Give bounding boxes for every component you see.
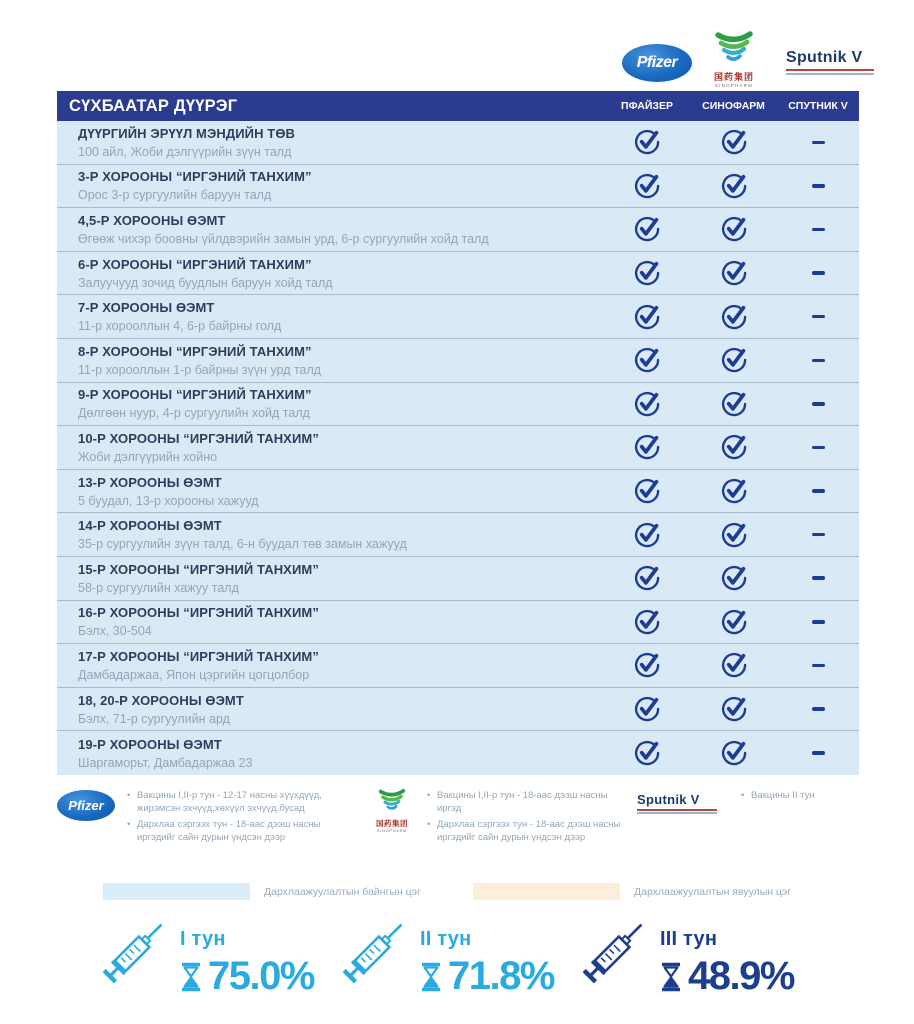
sinopharm-leaf-icon <box>378 788 406 812</box>
vaccine-cell <box>604 295 690 338</box>
check-icon <box>633 390 661 418</box>
check-icon <box>633 739 661 767</box>
sinopharm-logo-small <box>369 788 415 833</box>
check-icon <box>720 564 748 592</box>
pfizer-logo-text: Pfizer <box>68 798 104 813</box>
check-icon <box>720 390 748 418</box>
vaccine-cell <box>777 470 859 513</box>
column-header-sinopharm: СИНОФАРМ <box>702 100 765 112</box>
sinopharm-cn-text: 国药集团 <box>376 819 408 828</box>
sputnik-legend-list <box>741 789 851 804</box>
point-type-legend <box>0 883 914 903</box>
center-name: 13-Р ХОРООНЫ ӨЭМТ <box>78 474 222 490</box>
vaccine-cell <box>690 252 777 295</box>
pfizer-logo-text: Pfizer <box>636 54 678 71</box>
center-name: 7-Р ХОРООНЫ ӨЭМТ <box>78 300 215 316</box>
center-address: Шаргаморьт, Дамбадаржаа 23 <box>78 755 253 770</box>
center-name: 17-Р ХОРООНЫ “ИРГЭНИЙ ТАНХИМ” <box>78 648 319 664</box>
check-icon <box>633 172 661 200</box>
vaccine-info-legend <box>57 786 859 847</box>
center-name: 15-Р ХОРООНЫ “ИРГЭНИЙ ТАНХИМ” <box>78 561 319 577</box>
vaccine-cell <box>777 252 859 295</box>
vaccine-cell <box>690 165 777 208</box>
vaccine-cell <box>604 252 690 295</box>
check-icon <box>720 695 748 723</box>
vaccine-cell <box>690 383 777 426</box>
dose-1-label: I тун <box>180 928 226 950</box>
vaccine-cell <box>604 731 690 775</box>
vaccine-cell <box>690 513 777 556</box>
sinopharm-cn-text: 国药集团 <box>713 72 754 82</box>
legend-bullet: • Вакцины I,II-р тун - 12-17 насны хүүхдүүд, жирэмсэн эхчүүд,хөхүүл эхчүүд,бусад <box>127 789 352 816</box>
syringe-icon <box>96 908 176 992</box>
table-row <box>57 644 859 688</box>
table-row <box>57 383 859 427</box>
vaccine-cell <box>604 426 690 469</box>
sputnik-logo-small <box>637 792 729 814</box>
check-icon <box>633 564 661 592</box>
center-name: ДҮҮРГИЙН ЭРҮҮЛ МЭНДИЙН ТӨВ <box>78 125 296 141</box>
vaccine-cell <box>777 644 859 687</box>
check-icon <box>720 608 748 636</box>
center-address: Бэлх, 71-р сургуулийн ард <box>78 711 230 726</box>
vaccine-cell <box>777 208 859 251</box>
center-address: 11-р хорооллын 1-р байрны зүүн урд талд <box>78 362 322 377</box>
vaccine-cell <box>604 339 690 382</box>
vaccine-cell <box>690 339 777 382</box>
sputnik-logo-text: Sputnik V <box>786 49 863 66</box>
vaccine-cell <box>604 688 690 731</box>
legend-item-permanent <box>103 883 421 900</box>
center-name: 16-Р ХОРООНЫ “ИРГЭНИЙ ТАНХИМ” <box>78 605 319 621</box>
sinopharm-leaf-icon <box>714 30 754 64</box>
dose-3-group <box>576 908 794 999</box>
check-icon <box>633 651 661 679</box>
dose-3-label: III тун <box>660 928 718 950</box>
center-address: Орос 3-р сургуулийн баруун талд <box>78 188 272 203</box>
center-address: 58-р сургуулийн хажуу талд <box>78 580 239 595</box>
vaccine-cell <box>777 426 859 469</box>
center-address: Бэлх, 30-504 <box>78 624 152 639</box>
vaccine-cell <box>777 339 859 382</box>
dash-icon <box>812 620 825 624</box>
vaccine-cell <box>777 383 859 426</box>
sputnik-tagline-blue <box>786 73 874 75</box>
check-icon <box>633 128 661 156</box>
center-address: Залуучууд зочид буудлын баруун хойд талд <box>78 275 333 290</box>
vaccine-cell <box>604 121 690 164</box>
check-icon <box>633 695 661 723</box>
check-icon <box>720 259 748 287</box>
dash-icon <box>812 402 825 406</box>
table-header <box>57 91 859 121</box>
vaccine-cell <box>604 601 690 644</box>
sinopharm-logo <box>706 30 762 88</box>
dash-icon <box>812 664 825 668</box>
sputnik-tagline-red <box>786 69 874 71</box>
table-row <box>57 557 859 601</box>
check-icon <box>633 259 661 287</box>
dash-icon <box>812 533 825 537</box>
vaccine-logos-row <box>0 0 914 90</box>
check-icon <box>633 521 661 549</box>
table-row <box>57 731 859 775</box>
vaccine-cell <box>690 426 777 469</box>
vaccine-cell <box>604 644 690 687</box>
vaccine-cell <box>690 295 777 338</box>
permanent-point-label: Дархлаажуулалтын байнгын цэг <box>264 885 421 898</box>
vaccine-cell <box>604 557 690 600</box>
center-address: Өгөөж чихэр боовны үйлдвэрийн замын урд, 6-р сургуулийн хойд талд <box>78 231 489 246</box>
sinopharm-en-text: SINOPHARM <box>376 829 408 833</box>
vaccine-cell <box>604 165 690 208</box>
center-name: 18, 20-Р ХОРООНЫ ӨЭМТ <box>78 692 244 708</box>
table-row <box>57 121 859 165</box>
permanent-point-swatch <box>103 883 250 900</box>
vaccine-cell <box>690 208 777 251</box>
check-icon <box>720 739 748 767</box>
pfizer-legend <box>57 786 369 847</box>
table-row <box>57 601 859 645</box>
center-address: 5 буудал, 13-р хорооны хажууд <box>78 493 259 508</box>
vaccine-cell <box>777 165 859 208</box>
check-icon <box>720 521 748 549</box>
legend-item-mobile <box>473 883 791 900</box>
dash-icon <box>812 707 825 711</box>
check-icon <box>720 477 748 505</box>
dash-icon <box>812 489 825 493</box>
dose-coverage-stats <box>96 908 794 999</box>
dash-icon <box>812 141 825 145</box>
table-row <box>57 165 859 209</box>
table-row <box>57 208 859 252</box>
table-row <box>57 513 859 557</box>
hourglass-icon <box>420 962 442 992</box>
mobile-point-swatch <box>473 883 620 900</box>
center-name: 14-Р ХОРООНЫ ӨЭМТ <box>78 518 222 534</box>
vaccine-cell <box>777 513 859 556</box>
hourglass-icon <box>660 962 682 992</box>
center-address: Дамбадаржаа, Япон цэргийн цогцолбор <box>78 667 310 682</box>
dash-icon <box>812 315 825 319</box>
dash-icon <box>812 751 825 755</box>
vaccine-cell <box>604 383 690 426</box>
sputnik-tagline-red <box>637 809 717 811</box>
pfizer-logo <box>622 44 692 82</box>
dash-icon <box>812 184 825 188</box>
vaccine-cell <box>604 513 690 556</box>
center-address: Дөлгөөн нуур, 4-р сургуулийн хойд талд <box>78 406 310 421</box>
center-address: Жоби дэлгүүрийн хойно <box>78 449 218 464</box>
check-icon <box>720 128 748 156</box>
vaccine-cell <box>777 731 859 775</box>
center-address: 35-р сургуулийн зүүн талд, 6-н буудал төв замын хажууд <box>78 537 407 552</box>
vaccine-cell <box>690 644 777 687</box>
check-icon <box>633 346 661 374</box>
vaccine-cell <box>690 688 777 731</box>
dash-icon <box>812 446 825 450</box>
center-name: 4,5-Р ХОРООНЫ ӨЭМТ <box>78 212 226 228</box>
center-name: 9-Р ХОРООНЫ “ИРГЭНИЙ ТАНХИМ” <box>78 387 312 403</box>
syringe-icon <box>576 908 656 992</box>
check-icon <box>633 433 661 461</box>
sinopharm-legend-list <box>427 789 632 847</box>
legend-bullet: • Вакцины I,II-р тун - 18-аас дээш насны иргэд <box>427 789 632 816</box>
vaccine-cell <box>777 688 859 731</box>
sinopharm-legend <box>369 786 637 847</box>
check-icon <box>720 651 748 679</box>
mobile-point-label: Дархлаажуулалтын явуулын цэг <box>634 885 792 898</box>
dose-2-group <box>336 908 554 999</box>
table-row <box>57 295 859 339</box>
dash-icon <box>812 359 825 363</box>
legend-bullet: • Вакцины II тун <box>741 789 851 802</box>
table-row <box>57 470 859 514</box>
table-body <box>57 121 859 775</box>
dose-1-group <box>96 908 314 999</box>
check-icon <box>633 303 661 331</box>
check-icon <box>633 215 661 243</box>
center-address: 100 айл, Жоби дэлгүүрийн зүүн талд <box>78 144 292 159</box>
center-name: 8-Р ХОРООНЫ “ИРГЭНИЙ ТАНХИМ” <box>78 343 312 359</box>
vaccine-cell <box>690 731 777 775</box>
dose-1-percentage: 75.0% <box>208 954 314 998</box>
syringe-icon <box>336 908 416 992</box>
vaccine-cell <box>777 295 859 338</box>
vaccine-cell <box>690 121 777 164</box>
dose-2-percentage: 71.8% <box>448 954 554 998</box>
vaccination-centers-table <box>57 91 859 775</box>
sputnik-tagline-blue <box>637 812 717 814</box>
sputnik-logo <box>786 49 882 75</box>
center-address: 11-р хорооллын 4, 6-р байрны голд <box>78 319 282 334</box>
check-icon <box>720 346 748 374</box>
pfizer-legend-list <box>127 789 352 847</box>
sinopharm-en-text: SINOPHARM <box>714 83 754 88</box>
check-icon <box>633 608 661 636</box>
center-name: 19-Р ХОРООНЫ ӨЭМТ <box>78 736 222 752</box>
vaccine-cell <box>777 601 859 644</box>
dose-3-percentage: 48.9% <box>688 954 794 998</box>
vaccine-cell <box>604 470 690 513</box>
check-icon <box>720 172 748 200</box>
table-row <box>57 339 859 383</box>
check-icon <box>720 303 748 331</box>
pfizer-logo-small <box>57 790 115 821</box>
check-icon <box>633 477 661 505</box>
vaccine-cell <box>690 470 777 513</box>
dose-2-label: II тун <box>420 928 472 950</box>
legend-bullet: • Дархлаа сэргээх тун - 18-аас дээш насны иргэдийг сайн дурын үндсэн дээр <box>427 818 632 845</box>
dash-icon <box>812 576 825 580</box>
sputnik-legend <box>637 786 859 847</box>
hourglass-icon <box>180 962 202 992</box>
legend-bullet: • Дархлаа сэргээх тун - 18-аас дээш насны иргэдийг сайн дурын үндсэн дээр <box>127 818 352 845</box>
dash-icon <box>812 228 825 232</box>
column-header-sputnik: СПУТНИК V <box>788 100 848 112</box>
check-icon <box>720 215 748 243</box>
center-name: 3-Р ХОРООНЫ “ИРГЭНИЙ ТАНХИМ” <box>78 169 312 185</box>
vaccine-cell <box>690 557 777 600</box>
center-name: 10-Р ХОРООНЫ “ИРГЭНИЙ ТАНХИМ” <box>78 430 319 446</box>
dash-icon <box>812 271 825 275</box>
column-header-pfizer: ПФАЙЗЕР <box>621 100 673 112</box>
table-row <box>57 426 859 470</box>
district-title: СҮХБААТАР ДҮҮРЭГ <box>69 96 238 115</box>
vaccine-cell <box>777 557 859 600</box>
table-row <box>57 252 859 296</box>
vaccine-cell <box>777 121 859 164</box>
center-name: 6-Р ХОРООНЫ “ИРГЭНИЙ ТАНХИМ” <box>78 256 312 272</box>
check-icon <box>720 433 748 461</box>
table-row <box>57 688 859 732</box>
vaccine-cell <box>690 601 777 644</box>
sputnik-logo-text: Sputnik V <box>637 792 700 807</box>
vaccine-cell <box>604 208 690 251</box>
